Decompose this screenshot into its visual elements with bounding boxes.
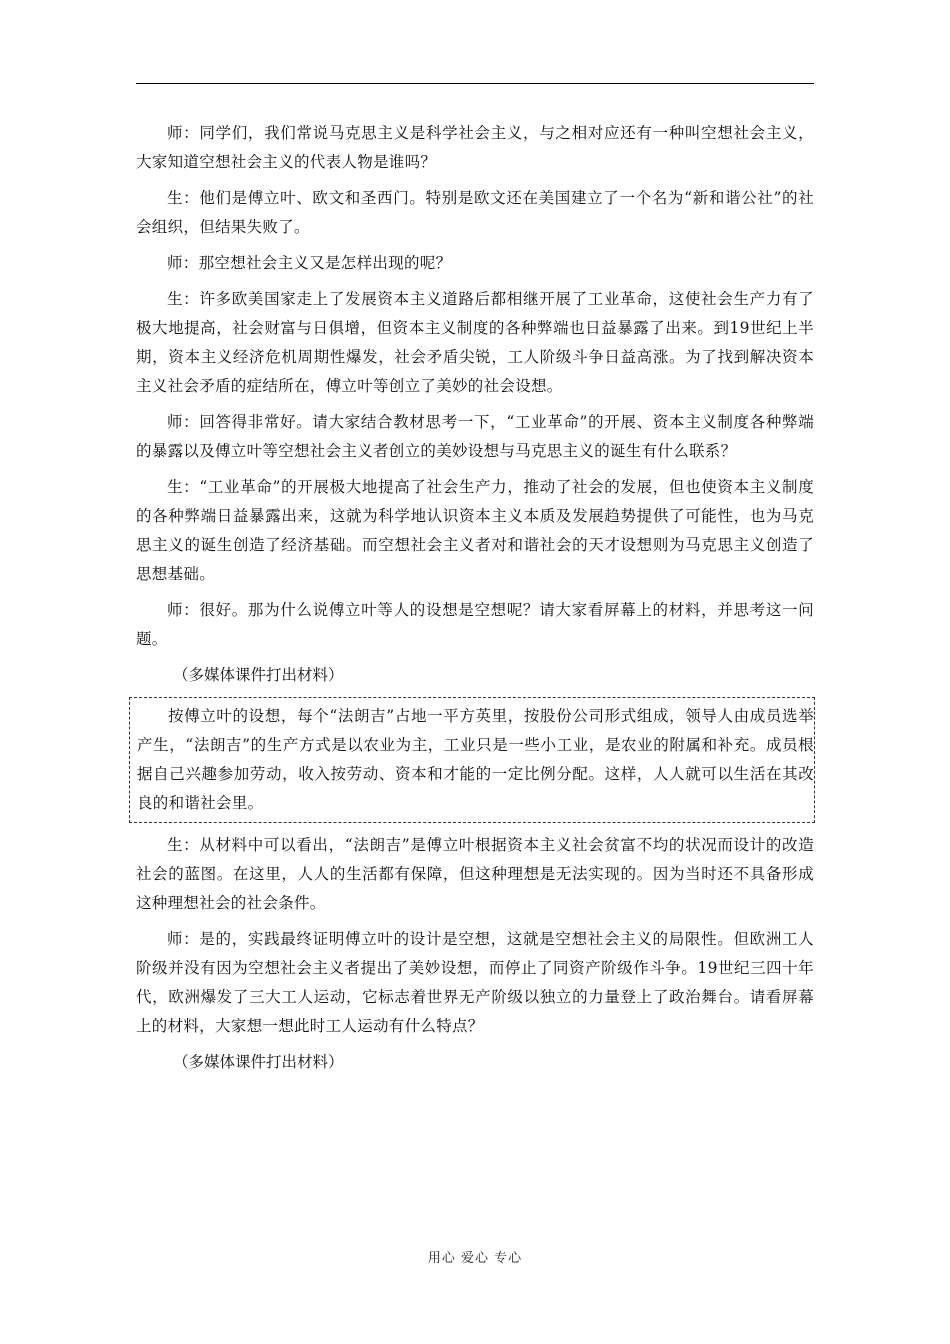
paragraph-teacher-question-4: 师：很好。那为什么说傅立叶等人的设想是空想呢？请大家看屏幕上的材料，并思考这一问题。 [136, 601, 814, 648]
paragraph-teacher-question-1: 师：同学们，我们常说马克思主义是科学社会主义，与之相对应还有一种叫空想社会主义，大家知道空想社会主义的代表人物是谁吗？ [136, 124, 814, 171]
paragraph-student-answer-2: 生：许多欧美国家走上了发展资本主义道路后都相继开展了工业革命，这使社会生产力有了极大地提高，社会财富与日俱增，但资本主义制度的各种弊端也日益暴露了出来。到19世纪上半期，资本主义经济危机周期性爆发，社会矛盾尖锐，工人阶级斗争日益高涨。为了找到解决资本主义社会矛盾的症结所在，傅立叶等创立了美妙的社会设想。 [136, 290, 814, 395]
paragraph-student-answer-4: 生：从材料中可以看出，“法朗吉”是傅立叶根据资本主义社会贫富不均的状况而设计的改造社会的蓝图。在这里，人人的生活都有保障，但这种理想是无法实现的。因为当时还不具备形成这种理想社会的社会条件。 [136, 836, 814, 912]
multimedia-note-1: （多媒体课件打出材料） [173, 666, 344, 684]
paragraph-student-answer-1: 生：他们是傅立叶、欧文和圣西门。特别是欧文还在美国建立了一个名为“新和谐公社”的社会组织，但结果失败了。 [136, 189, 814, 236]
page-footer: 用心 爱心 专心 [427, 1251, 523, 1266]
paragraph-teacher-statement-5: 师：是的，实践最终证明傅立叶的设计是空想，这就是空想社会主义的局限性。但欧洲工人阶级并没有因为空想社会主义者提出了美妙设想，而停止了同资产阶级作斗争。19世纪三四十年代，欧洲爆发了三大工人运动，它标志着世界无产阶级以独立的力量登上了政治舞台。请看屏幕上的材料，大家想一想此时工人运动有什么特点？ [136, 930, 814, 1035]
material-box [129, 697, 815, 823]
paragraph-teacher-question-3: 师：回答得非常好。请大家结合教材思考一下，“工业革命”的开展、资本主义制度各种弊端的暴露以及傅立叶等空想社会主义者创立的美妙设想与马克思主义的诞生有什么联系？ [136, 413, 814, 460]
material-text: 按傅立叶的设想，每个“法朗吉”占地一平方英里，按股份公司形式组成，领导人由成员选举产生，“法朗吉”的生产方式是以农业为主，工业只是一些小工业，是农业的附属和补充。成员根据自己兴趣参加劳动，收入按劳动、资本和才能的一定比例分配。这样，人人就可以生活在其改良的和谐社会里。 [137, 707, 814, 812]
multimedia-note-2: （多媒体课件打出材料） [173, 1053, 344, 1071]
paragraph-student-answer-3: 生：“工业革命”的开展极大地提高了社会生产力，推动了社会的发展，但也使资本主义制度的各种弊端日益暴露出来，这就为科学地认识资本主义本质及发展趋势提供了可能性，也为马克思主义的诞生创造了经济基础。而空想社会主义者对和谐社会的天才设想则为马克思主义创造了思想基础。 [136, 478, 814, 583]
paragraph-teacher-question-2: 师：那空想社会主义又是怎样出现的呢？ [167, 254, 452, 272]
document-body [136, 119, 814, 1084]
header-rule [136, 83, 814, 84]
